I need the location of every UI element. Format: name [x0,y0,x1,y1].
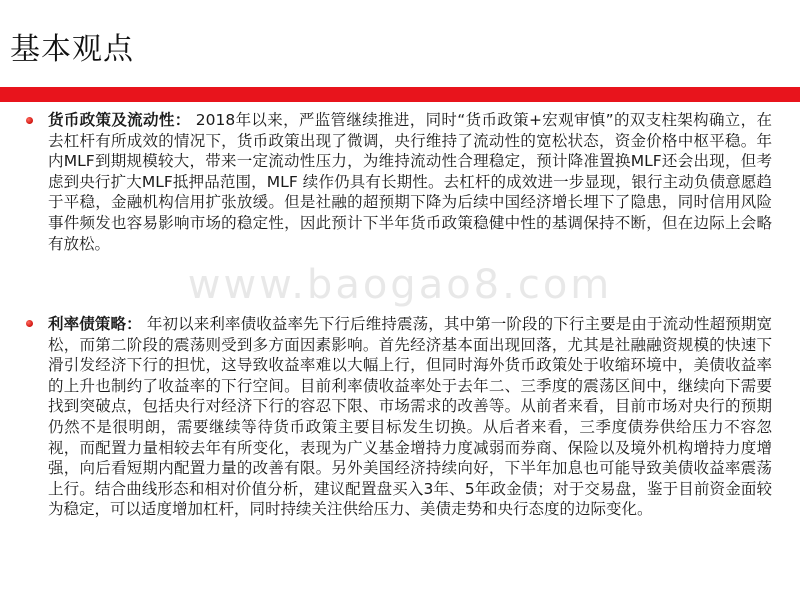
bullet-icon [26,117,33,124]
section-body: 年初以来利率债收益率先下行后维持震荡，其中第一阶段的下行主要是由于流动性超预期宽松，而第二阶段的震荡则受到多方面因素影响。首先经济基本面出现回落，尤其是社融融资规模的快速下滑引发经济下行的担忧，这导致收益率难以大幅上行，但同时海外货币政策处于收缩环境中，美债收益率的上升也制约了收益率的下行空间。目前利率债收益率处于去年二、三季度的震荡区间中，继续向下需要找到突破点，包括央行对经济下行的容忍下限、市场需求的改善等。从前者来看，目前市场对央行的预期仍然不是很明朗，需要继续等待货币政策主要目标发生切换。从后者来看，三季度债券供给压力不容忽视，而配置力量相较去年有所变化，表现为广义基金增持力度减弱而券商、保险以及境外机构增持力度增强，向后看短期内配置力量的改善有限。另外美国经济持续向好，下半年加息也可能导致美债收益率震荡上行。结合曲线形态和相对价值分析，建议配置盘买入3年、5年政金债；对于交易盘，鉴于目前资金面较为稳定，可以适度增加杠杆，同时持续关注供给压力、美债走势和央行态度的边际变化。 [48,315,772,519]
section-body: 2018年以来，严监管继续推进，同时“货币政策+宏观审慎”的双支柱架构确立，在去杠杆有所成效的情况下，货币政策出现了微调，央行维持了流动性的宽松状态，资金价格中枢平稳。年内MLF到期规模较大，带来一定流动性压力，为维持流动性合理稳定，预计降准置换MLF还会出现，但考虑到央行扩大MLF抵押品范围，MLF 续作仍具有长期性。去杠杆的成效进一步显现，银行主动负债意愿趋于平稳，金融机构信用扩张放缓。但是社融的超预期下降为后续中国经济增长埋下了隐患，同时信用风险事件频发也容易影响市场的稳定性，因此预计下半年货币政策稳健中性的基调保持不断，但在边际上会略有放松。 [48,111,772,253]
section-rate-bond-strategy [48,314,772,520]
watermark: www.baogao8.com [187,262,613,308]
bullet-icon [26,320,33,327]
section-heading: 货币政策及流动性 [48,111,175,129]
title-divider-bar [0,87,800,102]
section-heading-separator: ： [126,315,142,333]
section-monetary-policy [48,110,772,254]
page-title: 基本观点 [10,32,134,67]
section-heading-separator: ： [174,111,191,129]
section-heading: 利率债策略 [48,315,127,333]
